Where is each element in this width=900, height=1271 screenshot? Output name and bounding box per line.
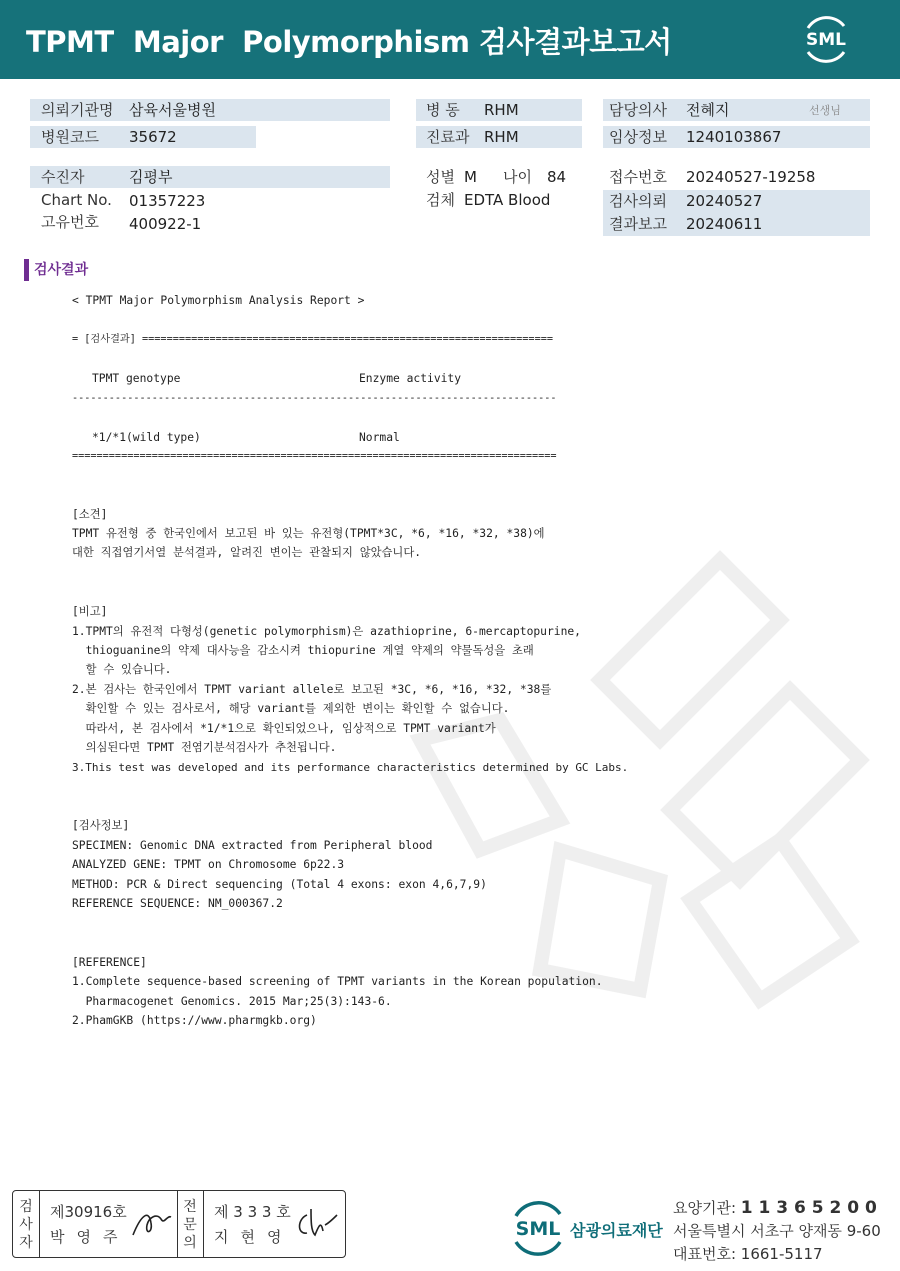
address: 서울특별시 서초구 양재동 9-60 <box>673 1222 881 1240</box>
chart-value: 01357223 <box>129 192 206 210</box>
equal-line: =============================================================================== <box>72 451 557 462</box>
info-line: SPECIMEN: Genomic DNA extracted from Peripheral blood <box>72 839 433 852</box>
signature-block <box>12 1190 346 1258</box>
reference-line: Pharmacogenet Genomics. 2015 Mar;25(3):143-6. <box>72 995 392 1008</box>
patient-value: 김평부 <box>129 168 173 186</box>
finding-line: TPMT 유전형 중 한국인에서 보고된 바 있는 유전형(TPMT*3C, *6, *16, *32, *38)에 <box>72 527 545 540</box>
note-title: [비고] <box>72 605 108 618</box>
result-date-value: 20240611 <box>686 215 763 233</box>
note-line: 확인할 수 있는 검사로서, 해당 variant를 제외한 변이는 확인할 수 없습니다. <box>72 702 510 715</box>
report-header <box>0 0 900 79</box>
clinical-value: 1240103867 <box>686 128 782 146</box>
reference-line: 1.Complete sequence-based screening of TPMT variants in the Korean population. <box>72 975 603 988</box>
dash-line: ------------------------------------------------------------------------------- <box>72 393 557 404</box>
col-genotype: TPMT genotype <box>92 372 181 385</box>
note-line: 할 수 있습니다. <box>72 663 172 676</box>
examiner-signature-icon <box>131 1205 173 1243</box>
specialist-name: 지현영 <box>214 1228 294 1246</box>
doctor-label: 담당의사 <box>609 101 667 119</box>
ward-value: RHM <box>484 101 519 119</box>
phone-label: 대표번호: <box>673 1245 737 1263</box>
patient-label: 수진자 <box>41 168 85 186</box>
note-line: 1.TPMT의 유전적 다형성(genetic polymorphism)은 azathioprine, 6-mercaptopurine, <box>72 625 581 638</box>
finding-title: [소견] <box>72 508 108 521</box>
info-line: REFERENCE SEQUENCE: NM_000367.2 <box>72 897 283 910</box>
specialist-signature-icon <box>293 1205 339 1243</box>
sex-label: 성별 <box>426 168 455 186</box>
examiner-label: 검사자 <box>19 1199 33 1251</box>
watermark-cross-icon <box>360 520 900 1080</box>
age-label: 나이 <box>503 168 532 186</box>
dept-label: 진료과 <box>426 128 470 146</box>
svg-text:SML: SML <box>515 1218 561 1240</box>
examiner-license: 제30916호 <box>50 1203 127 1221</box>
doctor-suffix: 선생님 <box>809 104 841 117</box>
institution-code-value: 1 1 3 6 5 2 0 0 <box>740 1198 877 1218</box>
info-line: METHOD: PCR & Direct sequencing (Total 4 exons: exon 4,6,7,9) <box>72 878 487 891</box>
sml-logo-icon <box>800 14 852 64</box>
activity-value: Normal <box>359 431 400 444</box>
receipt-value: 20240527-19258 <box>686 168 816 186</box>
foundation-name: 삼광의료재단 <box>570 1221 663 1240</box>
phone <box>673 1243 823 1265</box>
request-value: 20240527 <box>686 192 763 210</box>
note-line: 의심된다면 TPMT 전염기분석검사가 추천됩니다. <box>72 741 337 754</box>
specimen-label: 검체 <box>426 191 455 209</box>
info-title: [검사정보] <box>72 819 130 832</box>
examiner-name: 박영주 <box>50 1228 130 1246</box>
section-marker <box>24 259 29 281</box>
doctor-value: 전혜지 <box>686 101 730 119</box>
note-line: 3.This test was developed and its performance characteristics determined by GC Labs. <box>72 761 629 774</box>
section-title: 검사결과 <box>34 262 89 278</box>
reference-title: [REFERENCE] <box>72 956 147 969</box>
specialist-label: 전문의 <box>183 1199 197 1251</box>
phone-value: 1661-5117 <box>740 1245 823 1263</box>
report-heading: < TPMT Major Polymorphism Analysis Report > <box>72 294 365 307</box>
genotype-value: *1/*1(wild type) <box>92 431 201 444</box>
chart-label: Chart No. <box>41 191 112 209</box>
sex-value: M <box>464 168 477 186</box>
divider <box>39 1191 40 1257</box>
result-date-label: 결과보고 <box>609 215 667 233</box>
dept-value: RHM <box>484 128 519 146</box>
info-line: ANALYZED GENE: TPMT on Chromosome 6p22.3 <box>72 858 345 871</box>
institution-code <box>673 1197 877 1219</box>
institution-code-label: 요양기관: <box>673 1199 737 1217</box>
note-line: 2.본 검사는 한국인에서 TPMT variant allele로 보고된 *3C, *6, *16, *32, *38를 <box>72 683 552 696</box>
report-title: TPMT Major Polymorphism 검사결과보고서 <box>26 25 672 59</box>
divider <box>177 1191 178 1257</box>
age-value: 84 <box>547 168 567 186</box>
finding-line: 대한 직접염기서열 분석결과, 알려진 변이는 관찰되지 않았습니다. <box>72 546 422 559</box>
specimen-value: EDTA Blood <box>464 191 551 209</box>
svg-text:SML: SML <box>806 30 846 50</box>
note-line: 따라서, 본 검사에서 *1/*1으로 확인되었으나, 임상적으로 TPMT variant가 <box>72 722 496 735</box>
col-activity: Enzyme activity <box>359 372 462 385</box>
divider <box>203 1191 204 1257</box>
reference-line: 2.PhamGKB (https://www.pharmgkb.org) <box>72 1014 317 1027</box>
request-label: 검사의뢰 <box>609 192 667 210</box>
receipt-label: 접수번호 <box>609 168 667 186</box>
ward-label: 병 동 <box>426 101 460 119</box>
clinical-label: 임상정보 <box>609 128 667 146</box>
specialist-license: 제 3 3 3 호 <box>214 1203 291 1221</box>
unique-value: 400922-1 <box>129 215 202 233</box>
footer-sml-logo-icon <box>508 1200 568 1256</box>
result-header-line: = [검사결과] =================================================================== <box>72 334 553 345</box>
hospital-value: 삼육서울병원 <box>129 101 216 119</box>
hospital-label: 의뢰기관명 <box>41 101 114 119</box>
hospital-code-label: 병원코드 <box>41 128 99 146</box>
unique-label: 고유번호 <box>41 213 99 231</box>
note-line: thioguanine의 약제 대사능을 감소시켜 thiopurine 계열 약제의 약물독성을 초래 <box>72 644 534 657</box>
hospital-code-value: 35672 <box>129 128 177 146</box>
